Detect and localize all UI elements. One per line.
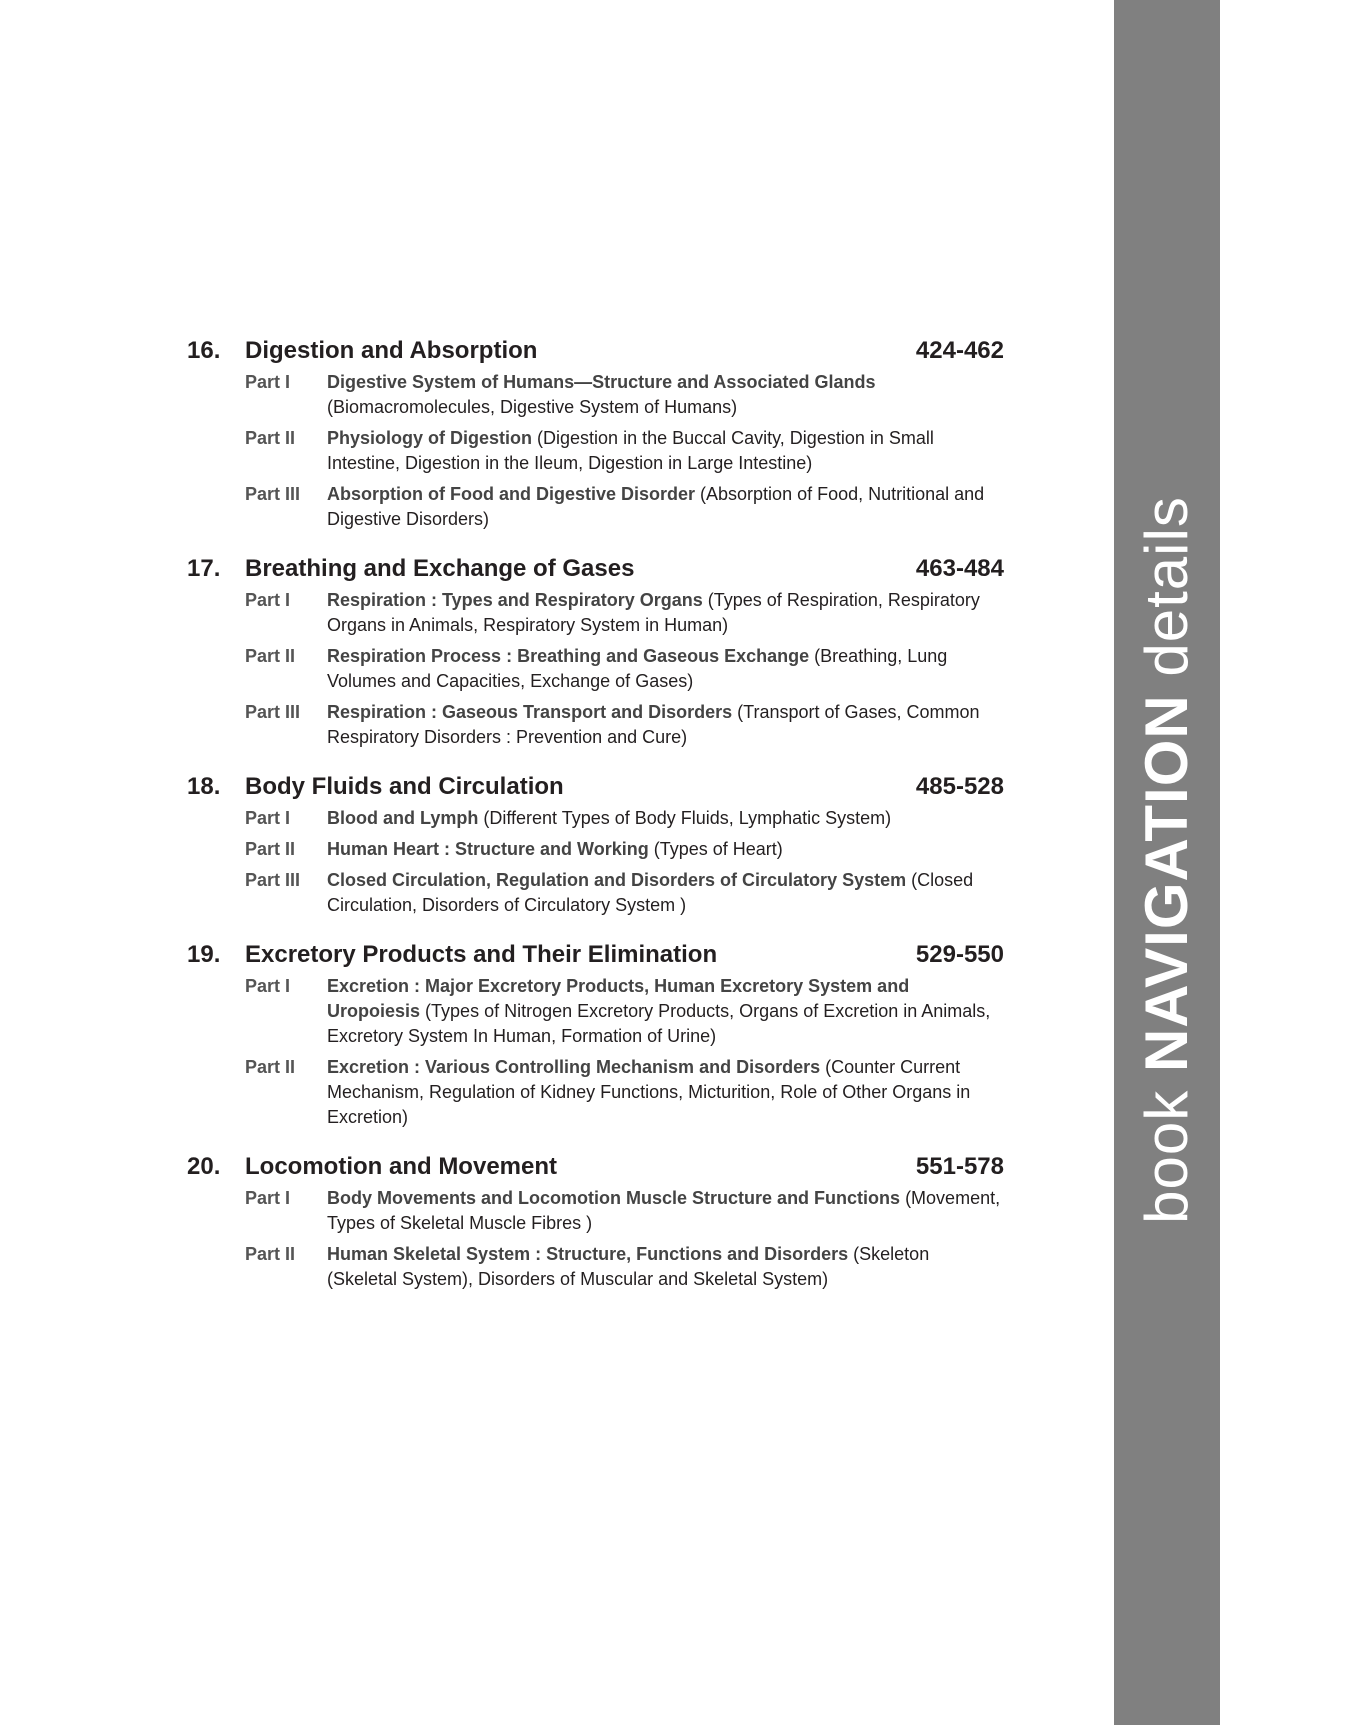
part-title: Human Heart : Structure and Working bbox=[327, 839, 649, 859]
part-detail: (Counter Current Mechanism, Regulation of Kidney Functions, Micturition, Role of Other Organs in Excretion) bbox=[327, 1057, 971, 1127]
side-label-book: book bbox=[1133, 1072, 1200, 1224]
part-entry[interactable] bbox=[245, 974, 1004, 1049]
chapter-entry bbox=[187, 552, 1004, 750]
part-label: Part III bbox=[245, 484, 301, 504]
part-body bbox=[327, 837, 1004, 862]
part-detail: (Movement, Types of Skeletal Muscle Fibres ) bbox=[327, 1188, 1001, 1233]
chapter-entry bbox=[187, 334, 1004, 532]
part-label: Part III bbox=[245, 870, 301, 890]
part-entry[interactable] bbox=[245, 482, 1004, 532]
table-of-contents bbox=[187, 334, 1004, 1312]
part-body bbox=[327, 644, 1004, 694]
part-body bbox=[327, 974, 1004, 1049]
chapter-heading[interactable] bbox=[187, 1150, 1004, 1184]
part-title: Digestive System of Humans—Structure and Associated Glands bbox=[327, 372, 876, 392]
part-entry[interactable] bbox=[245, 837, 1004, 862]
part-entry[interactable] bbox=[245, 644, 1004, 694]
part-label: Part II bbox=[245, 1244, 296, 1264]
part-body bbox=[327, 482, 1004, 532]
side-label bbox=[1133, 496, 1200, 1224]
chapter-number: 20. bbox=[187, 1153, 221, 1180]
part-title: Blood and Lymph bbox=[327, 808, 479, 828]
part-label: Part II bbox=[245, 428, 296, 448]
chapter-title: Body Fluids and Circulation bbox=[245, 773, 564, 800]
part-detail: (Types of Nitrogen Excretory Products, Organs of Excretion in Animals, Excretory System In Human, Formation of Urine) bbox=[327, 1001, 991, 1046]
chapter-pages: 485-528 bbox=[915, 773, 1004, 800]
chapter-pages: 424-462 bbox=[915, 337, 1004, 364]
part-detail: (Transport of Gases, Common Respiratory Disorders : Prevention and Cure) bbox=[327, 702, 980, 747]
part-label: Part II bbox=[245, 1057, 296, 1077]
part-detail: (Different Types of Body Fluids, Lymphatic System) bbox=[483, 808, 892, 828]
part-entry[interactable] bbox=[245, 806, 1004, 831]
part-label: Part II bbox=[245, 839, 296, 859]
part-detail: (Types of Heart) bbox=[653, 839, 783, 859]
part-body bbox=[327, 700, 1004, 750]
chapter-entry bbox=[187, 938, 1004, 1130]
part-label: Part II bbox=[245, 646, 296, 666]
chapter-title: Breathing and Exchange of Gases bbox=[245, 555, 635, 582]
side-tab bbox=[1114, 0, 1220, 1725]
part-label: Part III bbox=[245, 702, 301, 722]
part-title: Respiration Process : Breathing and Gaseous Exchange bbox=[327, 646, 810, 666]
part-body bbox=[327, 1242, 1004, 1292]
part-title: Absorption of Food and Digestive Disorder bbox=[327, 484, 696, 504]
part-detail: (Types of Respiration, Respiratory Organs in Animals, Respiratory System in Human) bbox=[327, 590, 980, 635]
part-title: Body Movements and Locomotion Muscle Structure and Functions bbox=[327, 1188, 901, 1208]
chapter-heading[interactable] bbox=[187, 938, 1004, 972]
part-label: Part I bbox=[245, 808, 291, 828]
chapter-entry bbox=[187, 1150, 1004, 1292]
part-entry[interactable] bbox=[245, 1055, 1004, 1130]
part-entry[interactable] bbox=[245, 426, 1004, 476]
chapter-heading[interactable] bbox=[187, 552, 1004, 586]
part-body bbox=[327, 426, 1004, 476]
chapter-title: Digestion and Absorption bbox=[245, 337, 538, 364]
part-detail: (Skeleton (Skeletal System), Disorders of Muscular and Skeletal System) bbox=[327, 1244, 930, 1289]
chapter-pages: 551-578 bbox=[915, 1153, 1004, 1180]
part-body bbox=[327, 1055, 1004, 1130]
part-label: Part I bbox=[245, 1188, 291, 1208]
side-label-navigation: NAVIGATION bbox=[1133, 694, 1200, 1073]
chapter-heading[interactable] bbox=[187, 770, 1004, 804]
part-label: Part I bbox=[245, 372, 291, 392]
chapter-number: 18. bbox=[187, 773, 221, 800]
part-body bbox=[327, 806, 1004, 831]
chapter-number: 16. bbox=[187, 337, 221, 364]
part-detail: (Breathing, Lung Volumes and Capacities, Exchange of Gases) bbox=[327, 646, 948, 691]
part-label: Part I bbox=[245, 590, 291, 610]
part-body bbox=[327, 1186, 1004, 1236]
part-entry[interactable] bbox=[245, 1186, 1004, 1236]
part-title: Excretion : Major Excretory Products, Human Excretory System and Uropoiesis bbox=[327, 976, 910, 1021]
chapter-title: Excretory Products and Their Elimination bbox=[245, 941, 718, 968]
part-detail: (Absorption of Food, Nutritional and Digestive Disorders) bbox=[327, 484, 985, 529]
chapter-pages: 529-550 bbox=[915, 941, 1004, 968]
part-detail: (Closed Circulation, Disorders of Circulatory System ) bbox=[327, 870, 974, 915]
part-body bbox=[327, 588, 1004, 638]
chapter-title: Locomotion and Movement bbox=[245, 1153, 557, 1180]
part-entry[interactable] bbox=[245, 1242, 1004, 1292]
part-entry[interactable] bbox=[245, 588, 1004, 638]
part-body bbox=[327, 868, 1004, 918]
chapter-number: 17. bbox=[187, 555, 221, 582]
part-title: Respiration : Gaseous Transport and Disorders bbox=[327, 702, 733, 722]
side-label-details: details bbox=[1133, 496, 1200, 695]
chapter-heading[interactable] bbox=[187, 334, 1004, 368]
part-entry[interactable] bbox=[245, 370, 1004, 420]
part-title: Respiration : Types and Respiratory Organs bbox=[327, 590, 703, 610]
part-detail: (Biomacromolecules, Digestive System of Humans) bbox=[327, 397, 738, 417]
chapter-entry bbox=[187, 770, 1004, 918]
part-detail: (Digestion in the Buccal Cavity, Digestion in Small Intestine, Digestion in the Ileum, Digestion in Large Intestine) bbox=[327, 428, 934, 473]
chapter-number: 19. bbox=[187, 941, 221, 968]
part-entry[interactable] bbox=[245, 868, 1004, 918]
chapter-pages: 463-484 bbox=[915, 555, 1004, 582]
part-title: Closed Circulation, Regulation and Disorders of Circulatory System bbox=[327, 870, 907, 890]
part-label: Part I bbox=[245, 976, 291, 996]
part-entry[interactable] bbox=[245, 700, 1004, 750]
part-title: Excretion : Various Controlling Mechanism and Disorders bbox=[327, 1057, 821, 1077]
part-title: Physiology of Digestion bbox=[327, 428, 533, 448]
part-body bbox=[327, 370, 1004, 420]
part-title: Human Skeletal System : Structure, Functions and Disorders bbox=[327, 1244, 849, 1264]
